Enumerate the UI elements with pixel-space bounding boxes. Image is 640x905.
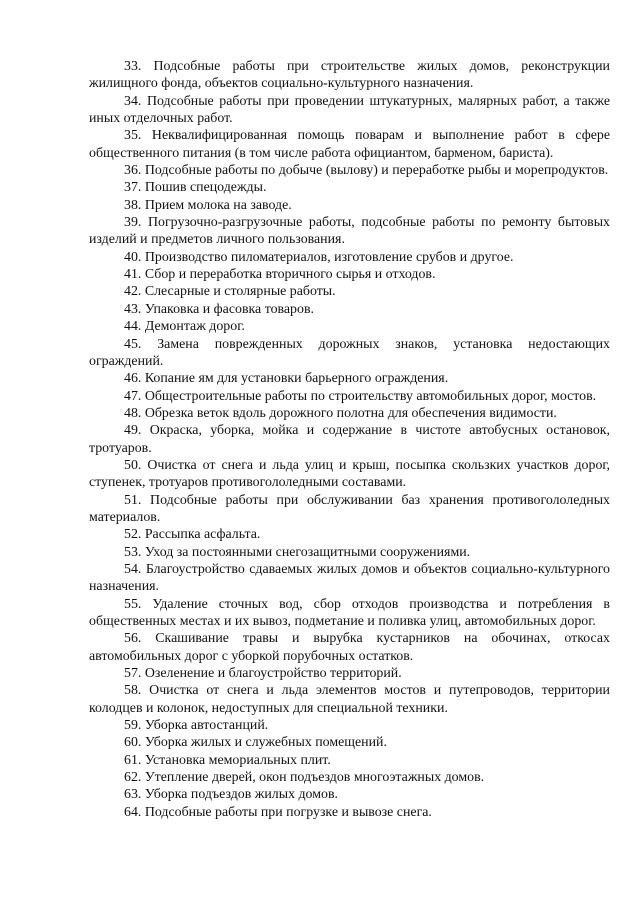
document-page: [89, 58, 610, 821]
list-item: 53. Уход за постоянными снегозащитными сооружениями.: [124, 544, 471, 560]
list-item: 40. Производство пиломатериалов, изготовление срубов и другое.: [124, 249, 514, 265]
list-item: 64. Подсобные работы при погрузке и вывозе снега.: [124, 804, 432, 820]
list-item: 57. Озеленение и благоустройство территорий.: [124, 666, 402, 682]
list-item: 55. Удаление сточных вод, сбор отходов производства и потребления в общественных местах и их вывоз, подметание и поливка улиц, автомобильных дорог.: [89, 596, 610, 629]
list-item: 63. Уборка подъездов жилых домов.: [124, 787, 339, 803]
list-item: 42. Слесарные и столярные работы.: [124, 284, 336, 300]
list-item: 46. Копание ям для установки барьерного ограждения.: [124, 371, 449, 387]
list-item: 60. Уборка жилых и служебных помещений.: [124, 735, 387, 751]
list-item: 48. Обрезка веток вдоль дорожного полотна для обеспечения видимости.: [124, 405, 557, 421]
list-item: 36. Подсобные работы по добыче (вылову) и переработке рыбы и морепродуктов.: [124, 163, 609, 179]
list-item: 44. Демонтаж дорог.: [124, 319, 245, 335]
list-item: 52. Рассыпка асфальта.: [124, 527, 261, 543]
list-item: 38. Прием молока на заводе.: [124, 197, 292, 213]
list-item: 54. Благоустройство сдаваемых жилых домов и объектов социально-культурного назначения.: [89, 561, 610, 595]
list-item: 59. Уборка автостанций.: [124, 718, 269, 734]
list-item: 41. Сбор и переработка вторичного сырья и отходов.: [124, 267, 436, 283]
list-item: 61. Установка мемориальных плит.: [124, 752, 331, 768]
list-item: 33. Подсобные работы при строительстве жилых домов, реконструкции жилищного фонда, объектов социально-культурного назначения.: [89, 59, 610, 92]
list-item: 51. Подсобные работы при обслуживании баз хранения противогололедных материалов.: [89, 492, 610, 525]
list-item: 47. Общестроительные работы по строительству автомобильных дорог, мостов.: [124, 388, 597, 404]
list-item: 43. Упаковка и фасовка товаров.: [124, 301, 314, 317]
list-item: 45. Замена поврежденных дорожных знаков, установка недостающих ограждений.: [89, 336, 610, 369]
list-item: 58. Очистка от снега и льда элементов мостов и путепроводов, территории колодцев и колонок, недоступных для специальной техники.: [89, 683, 610, 716]
list-item: 56. Скашивание травы и вырубка кустарников на обочинах, откосах автомобильных дорог с уборкой порубочных остатков.: [89, 631, 610, 664]
list-item: 62. Утепление дверей, окон подъездов многоэтажных домов.: [124, 770, 485, 786]
list-item: 35. Неквалифицированная помощь поварам и выполнение работ в сфере общественного питания (в том числе работа официантом, барменом, бариста).: [89, 128, 610, 161]
list-item: 34. Подсобные работы при проведении штукатурных, малярных работ, а также иных отделочных работ.: [89, 93, 610, 127]
list-item: 37. Пошив спецодежды.: [124, 180, 267, 196]
list-item: 49. Окраска, уборка, мойка и содержание в чистоте автобусных остановок, тротуаров.: [89, 423, 610, 456]
list-item: 39. Погрузочно-разгрузочные работы, подсобные работы по ремонту бытовых изделий и предметов личного пользования.: [89, 215, 610, 248]
list-item: 50. Очистка от снега и льда улиц и крыш, посыпка скользких участков дорог, ступенек, тротуаров противогололедными составами.: [89, 457, 610, 491]
